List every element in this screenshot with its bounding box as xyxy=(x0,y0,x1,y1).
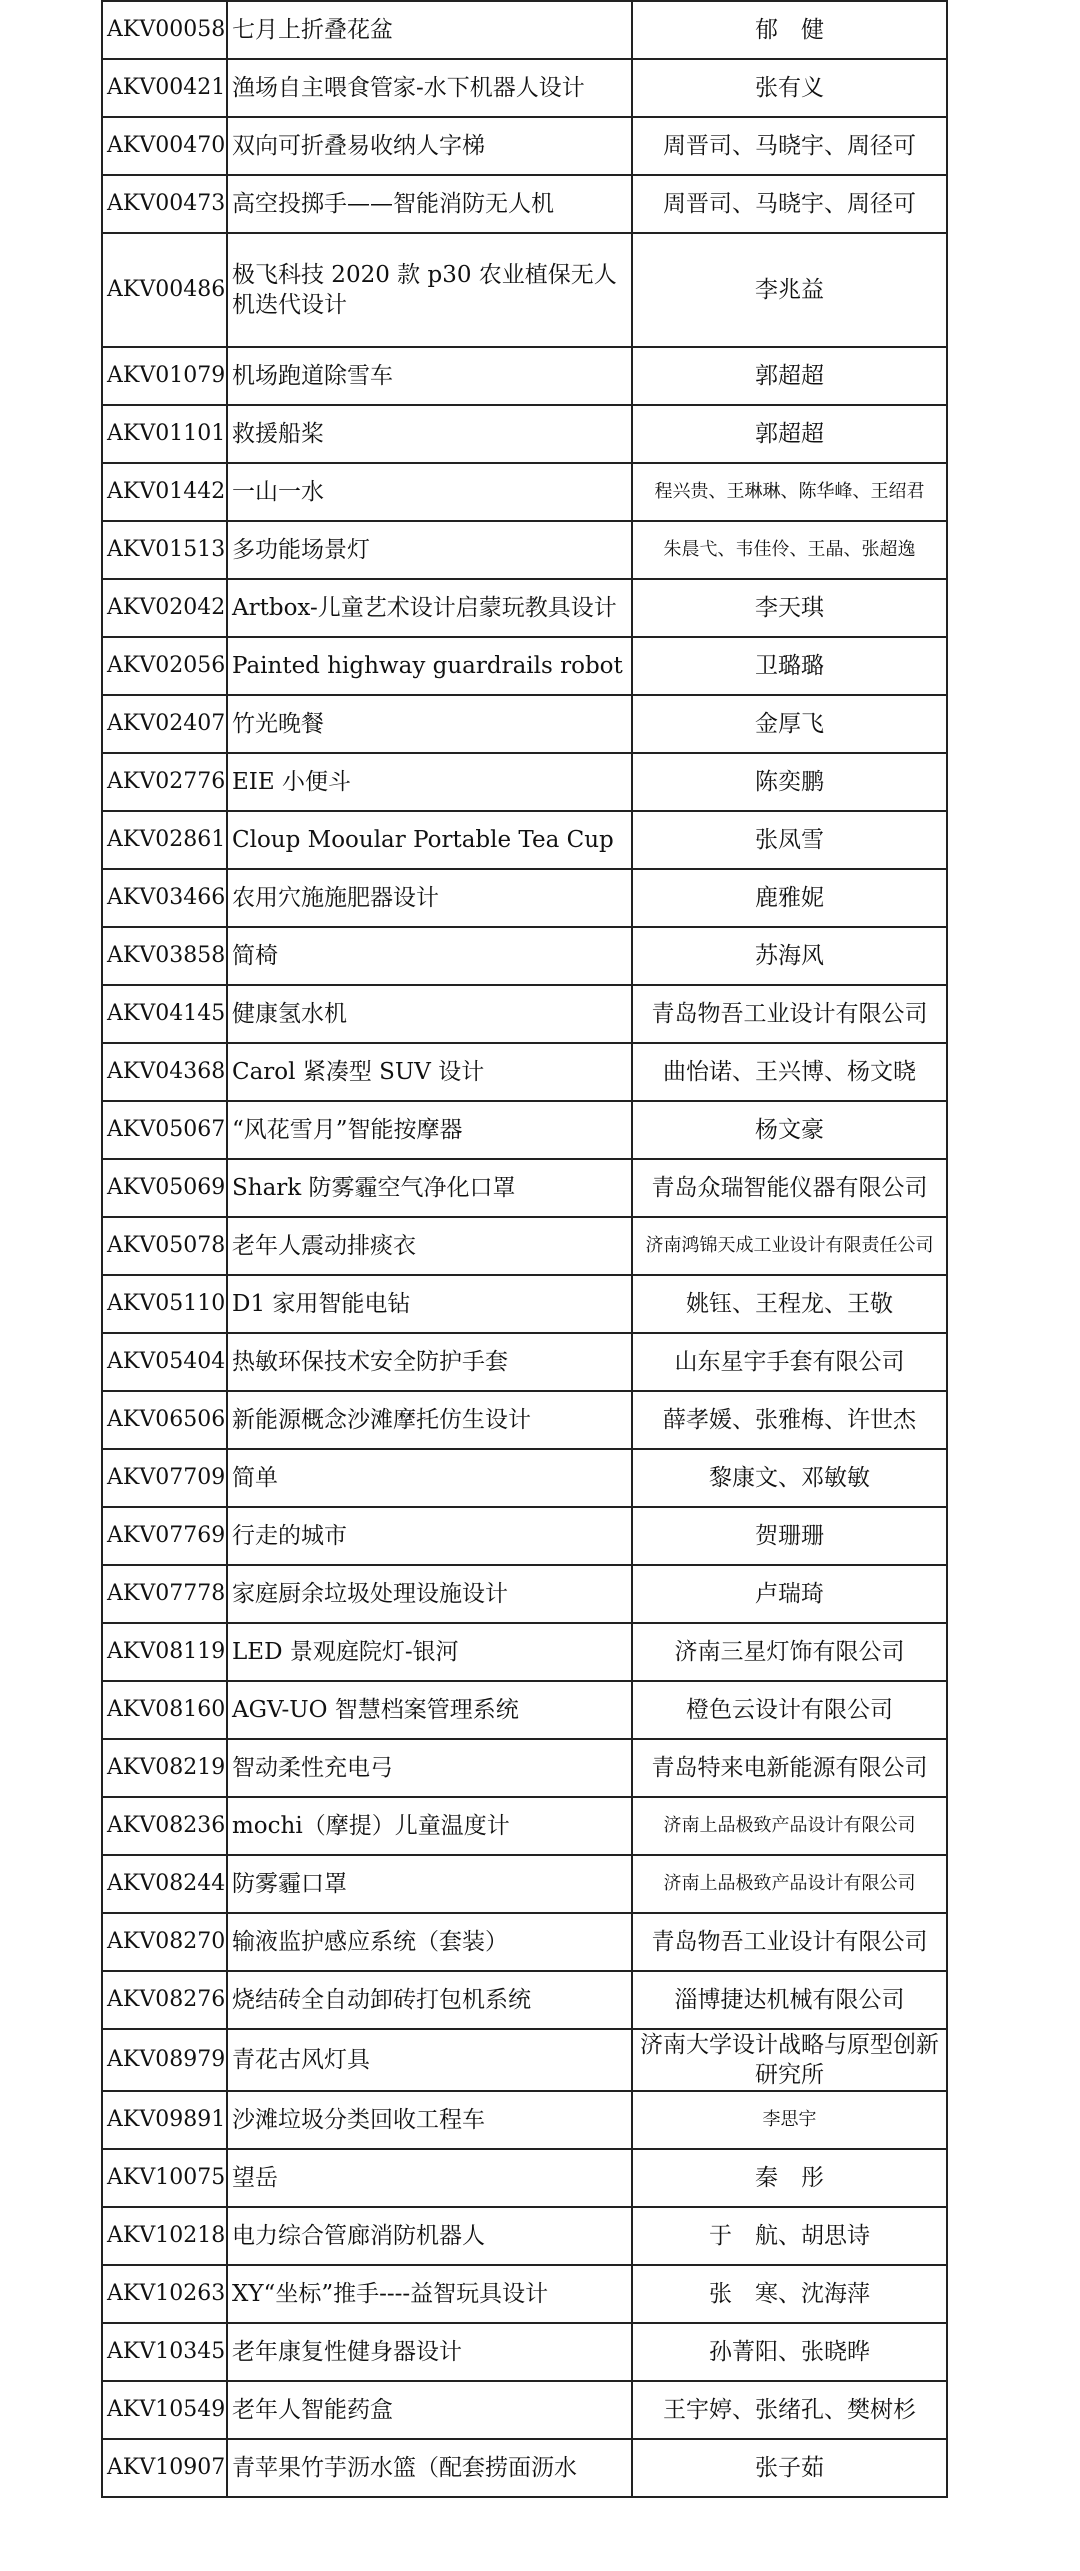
entry-title: 电力综合管廊消防机器人 xyxy=(227,2207,632,2265)
entry-author: 淄博捷达机械有限公司 xyxy=(632,1971,947,2029)
entry-code: AKV08236 xyxy=(102,1797,227,1855)
entry-author: 郭超超 xyxy=(632,405,947,463)
entry-author: 李兆益 xyxy=(632,233,947,347)
entry-author: 济南上品极致产品设计有限公司 xyxy=(632,1855,947,1913)
entry-author: 橙色云设计有限公司 xyxy=(632,1681,947,1739)
entry-title: 健康氢水机 xyxy=(227,985,632,1043)
entry-code: AKV00058 xyxy=(102,1,227,59)
table-row xyxy=(102,1,947,59)
entry-title: XY“坐标”推手----益智玩具设计 xyxy=(227,2265,632,2323)
entry-code: AKV10218 xyxy=(102,2207,227,2265)
table-row xyxy=(102,2149,947,2207)
entry-title: 老年人震动排痰衣 xyxy=(227,1217,632,1275)
table-row xyxy=(102,2265,947,2323)
entry-title: 救援船桨 xyxy=(227,405,632,463)
table-row xyxy=(102,175,947,233)
entry-author: 姚钰、王程龙、王敬 xyxy=(632,1275,947,1333)
table-row xyxy=(102,2439,947,2497)
entry-code: AKV08276 xyxy=(102,1971,227,2029)
entry-title: D1 家用智能电钻 xyxy=(227,1275,632,1333)
entry-title: Shark 防雾霾空气净化口罩 xyxy=(227,1159,632,1217)
table-row xyxy=(102,985,947,1043)
table-row xyxy=(102,405,947,463)
entry-code: AKV08119 xyxy=(102,1623,227,1681)
entry-title: 老年人智能药盒 xyxy=(227,2381,632,2439)
entry-author: 贺珊珊 xyxy=(632,1507,947,1565)
table-row xyxy=(102,1565,947,1623)
table-row xyxy=(102,2381,947,2439)
entry-title: 烧结砖全自动卸砖打包机系统 xyxy=(227,1971,632,2029)
entry-author: 张子茹 xyxy=(632,2439,947,2497)
entry-title: 青苹果竹芋沥水篮（配套捞面沥水 xyxy=(227,2439,632,2497)
entry-code: AKV05078 xyxy=(102,1217,227,1275)
entry-code: AKV10907 xyxy=(102,2439,227,2497)
entry-author: 陈奕鹏 xyxy=(632,753,947,811)
table-row xyxy=(102,1217,947,1275)
table-row xyxy=(102,1159,947,1217)
entry-code: AKV10345 xyxy=(102,2323,227,2381)
entry-title: 行走的城市 xyxy=(227,1507,632,1565)
entry-code: AKV10075 xyxy=(102,2149,227,2207)
table-row xyxy=(102,1623,947,1681)
entry-author: 济南鸿锦天成工业设计有限责任公司 xyxy=(632,1217,947,1275)
entry-author: 金厚飞 xyxy=(632,695,947,753)
entry-code: AKV05110 xyxy=(102,1275,227,1333)
entry-code: AKV04145 xyxy=(102,985,227,1043)
entry-author: 杨文豪 xyxy=(632,1101,947,1159)
entry-code: AKV00486 xyxy=(102,233,227,347)
table-row xyxy=(102,753,947,811)
entry-title: 老年康复性健身器设计 xyxy=(227,2323,632,2381)
entry-title: 极飞科技 2020 款 p30 农业植保无人机迭代设计 xyxy=(227,233,632,347)
table-row xyxy=(102,869,947,927)
entry-author: 王宇婷、张绪孔、樊树杉 xyxy=(632,2381,947,2439)
entry-author: 郁 健 xyxy=(632,1,947,59)
entry-author: 济南上品极致产品设计有限公司 xyxy=(632,1797,947,1855)
entry-code: AKV07769 xyxy=(102,1507,227,1565)
table-row xyxy=(102,1333,947,1391)
table-row xyxy=(102,1739,947,1797)
table-row xyxy=(102,1913,947,1971)
entry-author: 张有义 xyxy=(632,59,947,117)
entry-author: 青岛特来电新能源有限公司 xyxy=(632,1739,947,1797)
entry-author: 程兴贵、王琳琳、陈华峰、王绍君 xyxy=(632,463,947,521)
entry-author: 山东星宇手套有限公司 xyxy=(632,1333,947,1391)
entry-title: 农用穴施施肥器设计 xyxy=(227,869,632,927)
entry-title: 防雾霾口罩 xyxy=(227,1855,632,1913)
entry-code: AKV02056 xyxy=(102,637,227,695)
entry-code: AKV07778 xyxy=(102,1565,227,1623)
table-row xyxy=(102,1681,947,1739)
entry-author: 李天琪 xyxy=(632,579,947,637)
table-row xyxy=(102,695,947,753)
entry-title: “风花雪月”智能按摩器 xyxy=(227,1101,632,1159)
entry-code: AKV08270 xyxy=(102,1913,227,1971)
table-row xyxy=(102,1101,947,1159)
entry-title: Carol 紧凑型 SUV 设计 xyxy=(227,1043,632,1101)
entry-author: 青岛众瑞智能仪器有限公司 xyxy=(632,1159,947,1217)
entry-title: 渔场自主喂食管家-水下机器人设计 xyxy=(227,59,632,117)
entry-author: 曲怡诺、王兴博、杨文晓 xyxy=(632,1043,947,1101)
entry-author: 于 航、胡思诗 xyxy=(632,2207,947,2265)
entry-title: 新能源概念沙滩摩托仿生设计 xyxy=(227,1391,632,1449)
entry-author: 周晋司、马晓宇、周径可 xyxy=(632,117,947,175)
award-table xyxy=(101,0,948,2498)
entry-code: AKV02042 xyxy=(102,579,227,637)
entry-code: AKV04368 xyxy=(102,1043,227,1101)
entry-code: AKV07709 xyxy=(102,1449,227,1507)
entry-author: 薛孝媛、张雅梅、许世杰 xyxy=(632,1391,947,1449)
entry-author: 济南大学设计战略与原型创新研究所 xyxy=(632,2029,947,2091)
entry-author: 卢瑞琦 xyxy=(632,1565,947,1623)
entry-code: AKV05067 xyxy=(102,1101,227,1159)
entry-code: AKV08219 xyxy=(102,1739,227,1797)
table-row xyxy=(102,811,947,869)
table-row xyxy=(102,1275,947,1333)
entry-code: AKV01513 xyxy=(102,521,227,579)
entry-author: 卫璐璐 xyxy=(632,637,947,695)
entry-title: 竹光晚餐 xyxy=(227,695,632,753)
entry-code: AKV00421 xyxy=(102,59,227,117)
entry-title: 简椅 xyxy=(227,927,632,985)
entry-title: Artbox-儿童艺术设计启蒙玩教具设计 xyxy=(227,579,632,637)
entry-title: LED 景观庭院灯-银河 xyxy=(227,1623,632,1681)
entry-title: 七月上折叠花盆 xyxy=(227,1,632,59)
table-row xyxy=(102,117,947,175)
entry-title: 热敏环保技术安全防护手套 xyxy=(227,1333,632,1391)
table-row xyxy=(102,1797,947,1855)
entry-code: AKV02776 xyxy=(102,753,227,811)
table-row xyxy=(102,2091,947,2149)
entry-title: 输液监护感应系统（套装） xyxy=(227,1913,632,1971)
entry-code: AKV10263 xyxy=(102,2265,227,2323)
entry-code: AKV10549 xyxy=(102,2381,227,2439)
entry-title: 高空投掷手——智能消防无人机 xyxy=(227,175,632,233)
entry-title: 双向可折叠易收纳人字梯 xyxy=(227,117,632,175)
entry-title: 多功能场景灯 xyxy=(227,521,632,579)
entry-title: mochi（摩提）儿童温度计 xyxy=(227,1797,632,1855)
entry-code: AKV01442 xyxy=(102,463,227,521)
table-row xyxy=(102,521,947,579)
entry-title: 青花古风灯具 xyxy=(227,2029,632,2091)
entry-title: AGV-UO 智慧档案管理系统 xyxy=(227,1681,632,1739)
entry-title: 沙滩垃圾分类回收工程车 xyxy=(227,2091,632,2149)
award-list-sheet xyxy=(101,0,946,2498)
table-row xyxy=(102,59,947,117)
entry-code: AKV00470 xyxy=(102,117,227,175)
entry-title: 智动柔性充电弓 xyxy=(227,1739,632,1797)
table-row xyxy=(102,637,947,695)
table-row xyxy=(102,927,947,985)
entry-author: 济南三星灯饰有限公司 xyxy=(632,1623,947,1681)
entry-title: 望岳 xyxy=(227,2149,632,2207)
table-row xyxy=(102,579,947,637)
entry-author: 青岛物吾工业设计有限公司 xyxy=(632,1913,947,1971)
entry-author: 周晋司、马晓宇、周径可 xyxy=(632,175,947,233)
entry-title: Cloup Mooular Portable Tea Cup xyxy=(227,811,632,869)
table-row xyxy=(102,463,947,521)
entry-code: AKV05404 xyxy=(102,1333,227,1391)
entry-code: AKV03858 xyxy=(102,927,227,985)
award-table-body xyxy=(102,1,947,2497)
table-row xyxy=(102,347,947,405)
entry-code: AKV02407 xyxy=(102,695,227,753)
entry-author: 张凤雪 xyxy=(632,811,947,869)
entry-code: AKV08160 xyxy=(102,1681,227,1739)
table-row xyxy=(102,1043,947,1101)
entry-author: 秦 彤 xyxy=(632,2149,947,2207)
table-row xyxy=(102,1855,947,1913)
table-row xyxy=(102,1971,947,2029)
entry-code: AKV09891 xyxy=(102,2091,227,2149)
entry-author: 张 寒、沈海萍 xyxy=(632,2265,947,2323)
entry-author: 青岛物吾工业设计有限公司 xyxy=(632,985,947,1043)
table-row xyxy=(102,1449,947,1507)
entry-title: EIE 小便斗 xyxy=(227,753,632,811)
entry-code: AKV01079 xyxy=(102,347,227,405)
entry-author: 朱晨弋、韦佳伶、王晶、张超逸 xyxy=(632,521,947,579)
entry-author: 郭超超 xyxy=(632,347,947,405)
table-row xyxy=(102,2029,947,2091)
entry-title: Painted highway guardrails robot xyxy=(227,637,632,695)
table-row xyxy=(102,2207,947,2265)
entry-code: AKV08244 xyxy=(102,1855,227,1913)
entry-author: 苏海风 xyxy=(632,927,947,985)
entry-title: 机场跑道除雪车 xyxy=(227,347,632,405)
entry-title: 简单 xyxy=(227,1449,632,1507)
entry-code: AKV02861 xyxy=(102,811,227,869)
table-row xyxy=(102,233,947,347)
entry-title: 一山一水 xyxy=(227,463,632,521)
entry-code: AKV05069 xyxy=(102,1159,227,1217)
table-row xyxy=(102,2323,947,2381)
table-row xyxy=(102,1391,947,1449)
entry-code: AKV06506 xyxy=(102,1391,227,1449)
entry-code: AKV01101 xyxy=(102,405,227,463)
entry-author: 鹿雅妮 xyxy=(632,869,947,927)
table-row xyxy=(102,1507,947,1565)
entry-code: AKV03466 xyxy=(102,869,227,927)
entry-title: 家庭厨余垃圾处理设施设计 xyxy=(227,1565,632,1623)
entry-author: 黎康文、邓敏敏 xyxy=(632,1449,947,1507)
entry-author: 孙菁阳、张晓晔 xyxy=(632,2323,947,2381)
entry-author: 李思宇 xyxy=(632,2091,947,2149)
entry-code: AKV00473 xyxy=(102,175,227,233)
entry-code: AKV08979 xyxy=(102,2029,227,2091)
